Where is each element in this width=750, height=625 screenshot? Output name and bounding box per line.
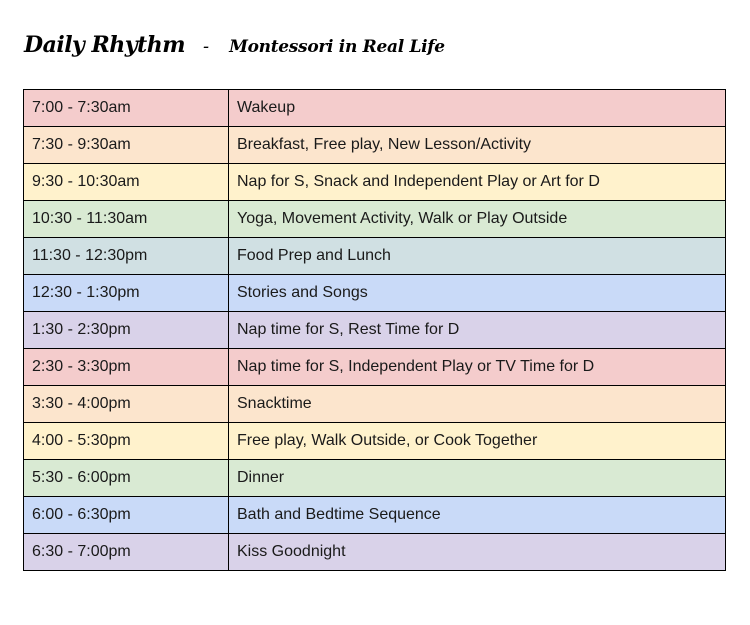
activity-cell: Wakeup [229, 90, 726, 127]
time-cell: 9:30 - 10:30am [24, 164, 229, 201]
time-cell: 7:00 - 7:30am [24, 90, 229, 127]
document-title: Daily Rhythm [24, 32, 185, 58]
activity-cell: Nap time for S, Independent Play or TV Time for D [229, 349, 726, 386]
time-cell: 1:30 - 2:30pm [24, 312, 229, 349]
time-cell: 11:30 - 12:30pm [24, 238, 229, 275]
schedule-row [24, 386, 726, 423]
time-cell: 6:00 - 6:30pm [24, 497, 229, 534]
time-cell: 5:30 - 6:00pm [24, 460, 229, 497]
title-separator: - [203, 36, 210, 57]
document-header [24, 32, 445, 72]
schedule-row [24, 90, 726, 127]
activity-cell: Free play, Walk Outside, or Cook Together [229, 423, 726, 460]
schedule-row [24, 238, 726, 275]
activity-cell: Stories and Songs [229, 275, 726, 312]
schedule-row [24, 534, 726, 571]
time-cell: 3:30 - 4:00pm [24, 386, 229, 423]
schedule-row [24, 127, 726, 164]
document-subtitle: Montessori in Real Life [229, 37, 445, 57]
activity-cell: Kiss Goodnight [229, 534, 726, 571]
time-cell: 7:30 - 9:30am [24, 127, 229, 164]
schedule-row [24, 201, 726, 238]
activity-cell: Breakfast, Free play, New Lesson/Activity [229, 127, 726, 164]
activity-cell: Dinner [229, 460, 726, 497]
time-cell: 10:30 - 11:30am [24, 201, 229, 238]
activity-cell: Nap time for S, Rest Time for D [229, 312, 726, 349]
schedule-body [24, 90, 726, 571]
schedule-row [24, 423, 726, 460]
schedule-row [24, 460, 726, 497]
schedule-row [24, 164, 726, 201]
activity-cell: Nap for S, Snack and Independent Play or Art for D [229, 164, 726, 201]
time-cell: 6:30 - 7:00pm [24, 534, 229, 571]
activity-cell: Bath and Bedtime Sequence [229, 497, 726, 534]
time-cell: 2:30 - 3:30pm [24, 349, 229, 386]
activity-cell: Yoga, Movement Activity, Walk or Play Outside [229, 201, 726, 238]
schedule-row [24, 312, 726, 349]
activity-cell: Food Prep and Lunch [229, 238, 726, 275]
schedule-row [24, 275, 726, 312]
activity-cell: Snacktime [229, 386, 726, 423]
schedule-row [24, 497, 726, 534]
schedule-table [23, 89, 726, 571]
time-cell: 4:00 - 5:30pm [24, 423, 229, 460]
schedule-row [24, 349, 726, 386]
time-cell: 12:30 - 1:30pm [24, 275, 229, 312]
